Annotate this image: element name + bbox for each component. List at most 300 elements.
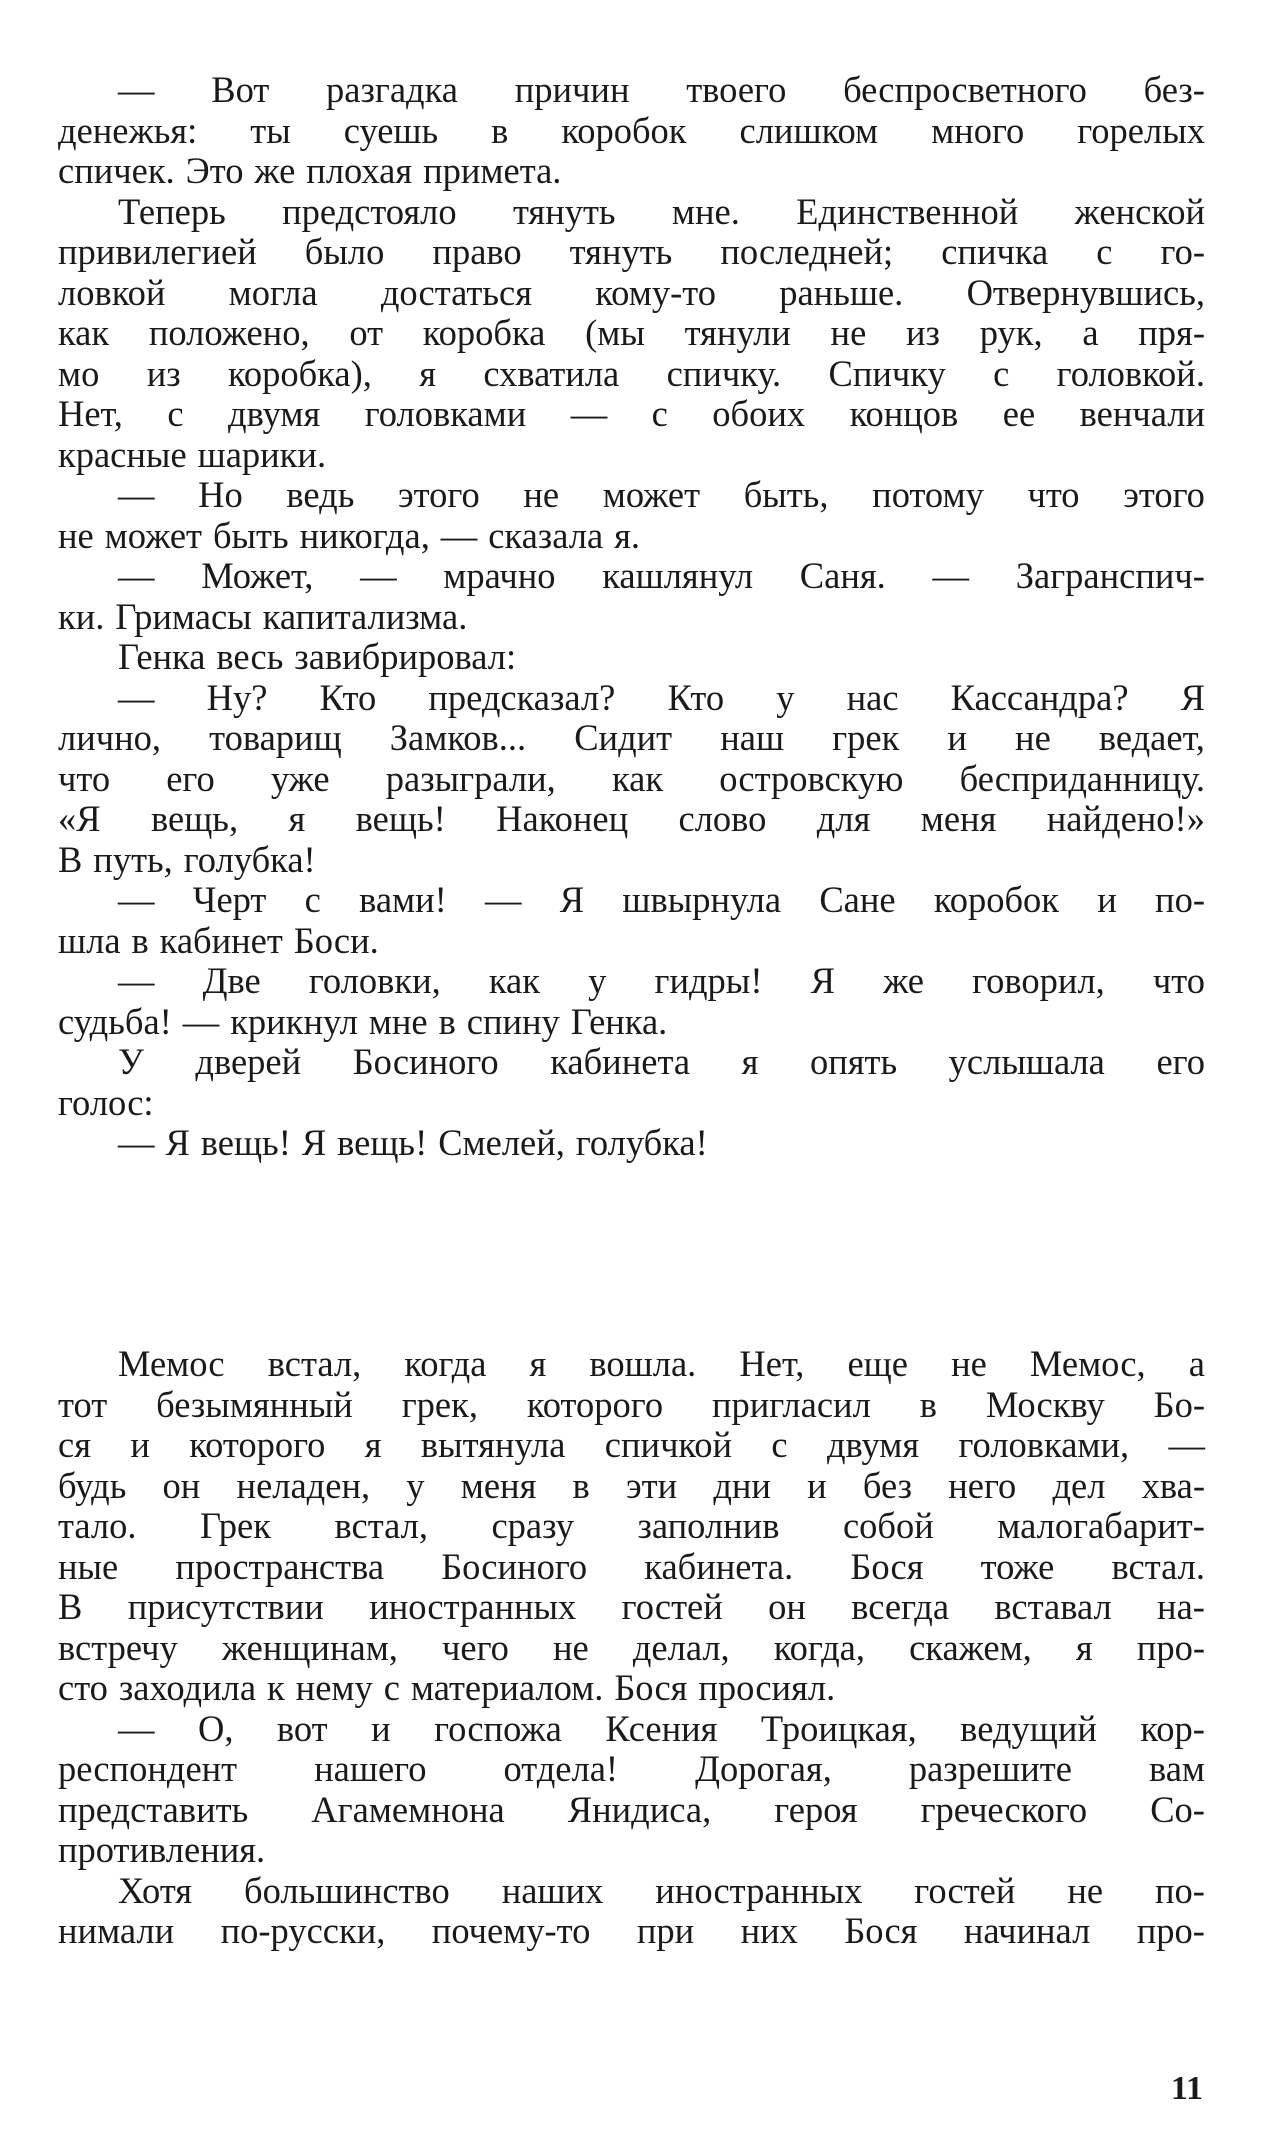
text-line [58,394,1205,435]
word: всегда [851,1586,950,1627]
word: вещь, [150,798,239,839]
word: спичек. [58,150,175,191]
word: героя [774,1788,858,1830]
word: гостей [914,1869,1016,1911]
word: двумя [826,1424,920,1465]
word: Я [810,960,835,1001]
word: плохая [306,150,413,191]
word: найдено!» [1046,798,1205,839]
word: путь, [93,838,173,880]
word: в [438,1000,456,1042]
text-line [58,1790,1205,1831]
word: Единственной [796,190,1019,232]
word: твоего [686,69,787,110]
word: по- [1155,879,1205,920]
word: было [304,231,385,272]
word: и [947,717,967,758]
word: может [602,474,701,515]
word: из [146,352,181,394]
word: Смелей, [438,1122,565,1163]
word: разгадка [326,69,459,110]
word: Кто [319,676,377,718]
word: коробка [422,312,546,353]
word: грек [832,717,900,758]
word: товарищ [209,717,342,758]
word: Саня. [799,555,886,596]
word: эти [625,1464,678,1506]
word: с [651,393,668,434]
word: Замков... [389,717,527,758]
word: Грек [200,1505,271,1546]
word: вещь! [337,1122,428,1163]
word: Я [165,1122,190,1163]
word: тало. [58,1505,137,1546]
text-line [58,111,1205,152]
word: последней; [720,231,894,272]
word: крикнул [230,1000,358,1042]
word: спину [466,1000,560,1042]
text-line [58,799,1205,840]
word: я [529,1343,547,1384]
word: Теперь [118,190,226,232]
word: — [440,514,478,556]
word: Дорогая, [695,1748,832,1789]
word: вами! [359,879,447,920]
text-line [58,759,1205,800]
word: что [1152,960,1205,1001]
word: нему [295,1667,373,1708]
word: — [182,1000,220,1042]
word: Янидиса, [567,1788,712,1830]
text-line [58,1466,1205,1507]
word: — [118,960,155,1001]
word: ведает, [1098,717,1205,758]
word: почему-то [431,1910,591,1951]
word: Сане [819,879,896,920]
word: Сидит [574,717,673,758]
page-number: 11 [1170,2070,1203,2107]
text-section-1 [58,70,1205,1164]
word: что [1027,474,1080,515]
word: когда, [773,1626,865,1668]
word: Нет, [58,393,123,434]
word: спичкой [604,1424,733,1465]
word: голубка! [183,838,316,880]
word: будь [58,1464,127,1506]
word: противления. [58,1829,266,1870]
word: могла [228,271,318,313]
word: Хотя [118,1869,193,1911]
word: к [267,1667,285,1708]
word: с [993,352,1010,394]
word: дел [1052,1464,1106,1506]
text-line [58,273,1205,314]
word: дни [713,1464,771,1506]
text-line [58,961,1205,1002]
word: предсказал? [428,676,616,718]
word: я [419,352,437,394]
text-line [58,678,1205,719]
word: когда [404,1343,487,1384]
word: этого [1123,474,1205,515]
text-line [58,1002,1205,1043]
word: ные [58,1545,119,1587]
word: кабинета [550,1041,691,1082]
word: судьба! [58,1000,172,1042]
word: Кассандра? [950,676,1129,718]
word: вот [276,1707,328,1749]
word: островскую [719,757,904,799]
word: суешь [343,109,439,151]
word: я [1075,1626,1093,1668]
word: разыграли, [385,757,556,799]
word: женщинам, [221,1626,398,1668]
word: Генка [118,636,206,677]
word: Две [202,960,261,1001]
word: Бо- [1153,1383,1205,1425]
word: голос: [58,1081,154,1123]
word: причин [514,69,630,110]
word: как [488,960,540,1001]
word: заполнив [637,1505,780,1546]
word: Москву [985,1383,1105,1425]
word: мне [368,1000,428,1042]
text-line [58,1830,1205,1871]
word: не [830,312,867,353]
word: не [523,474,560,515]
word: — [118,1122,155,1163]
word: неладен, [236,1464,371,1506]
word: право [432,231,522,272]
text-line [58,516,1205,557]
word: ведущий [960,1707,1097,1749]
word: — [360,555,397,596]
word: иностранных [369,1586,577,1627]
word: — [1168,1424,1205,1465]
word: большинство [244,1869,450,1911]
word: — [118,879,155,920]
word: для [816,798,871,839]
word: что [58,757,111,799]
word: его [166,757,215,799]
word: предстояло [282,190,457,232]
word: Со- [1150,1788,1205,1830]
word: ведь [286,474,355,515]
word: и [130,1424,150,1465]
word: нимали [58,1910,175,1951]
word: с [383,1667,400,1708]
word: спичку. [666,352,782,394]
word: Я [1180,676,1205,718]
word: венчали [1079,393,1205,434]
text-line [58,1506,1205,1547]
word: в [131,919,149,961]
word: весь [216,636,284,677]
text-line [58,70,1205,111]
word: материалом. [410,1667,604,1708]
word: Нет, [739,1343,805,1384]
word: про- [1136,1910,1205,1951]
word: встречу [58,1626,178,1668]
word: не [1015,717,1051,758]
word: мрачно [443,555,556,596]
word: беспросветного [843,69,1087,110]
word: никогда, [299,514,430,556]
word: — [932,555,969,596]
word: схватила [483,352,620,394]
text-line [58,637,1205,678]
text-line [58,1425,1205,1466]
word: ки. [58,595,105,637]
word: Ну? [206,676,268,718]
word: как [58,312,110,353]
word: еще [847,1343,908,1384]
word: меня [920,798,997,839]
word: рук, [979,312,1043,353]
word: Босиного [352,1041,499,1082]
word: Может, [201,555,314,596]
word: Я [559,879,585,920]
word: Гримасы [115,595,252,637]
word: а [1188,1343,1205,1384]
word: которого [526,1383,664,1425]
word: много [931,109,1025,151]
text-line [58,1547,1205,1588]
word: Агамемнона [311,1788,505,1830]
word: безымянный [156,1383,353,1425]
word: разрешите [908,1748,1072,1789]
word: кашлянул [602,555,754,596]
word: — [118,1707,155,1749]
word: Но [198,474,243,515]
word: просиял. [698,1667,836,1708]
word: заходила [118,1667,257,1708]
word: вставал [994,1586,1112,1627]
word: с [1096,231,1113,272]
word: нашего [314,1748,427,1789]
word: с [771,1424,788,1465]
word: тянуть [569,231,673,272]
word: В [58,1586,83,1627]
word: пригласил [711,1383,871,1425]
word: головками [364,393,527,434]
word: тянули [684,312,791,353]
word: про- [1136,1626,1205,1668]
word: тот [58,1383,108,1425]
word: без [862,1464,913,1506]
word: госпожа [434,1707,562,1749]
word: нас [846,676,899,718]
word: концов [849,393,959,434]
word: шла [58,919,121,961]
word: не [553,1626,589,1668]
word: горелых [1077,109,1205,151]
word: кабинет [159,919,283,961]
text-line [58,880,1205,921]
word: встал. [1111,1545,1205,1587]
word: капитализма. [262,595,468,637]
word: Вот [211,69,270,110]
word: же [883,960,925,1001]
word: дверей [195,1041,302,1082]
word: примета. [423,150,562,191]
word: вам [1148,1748,1205,1789]
text-line [58,921,1205,962]
text-line [58,1911,1205,1952]
word: Кто [667,676,725,718]
word: гостей [621,1586,723,1627]
text-line [58,556,1205,597]
text-line [58,475,1205,516]
word: Загранспич- [1015,555,1205,596]
word: услышала [948,1041,1105,1082]
word: я [364,1424,382,1465]
word: быть [212,514,289,556]
word: них [740,1910,798,1951]
word: на- [1157,1586,1205,1627]
word: делал, [632,1626,730,1668]
word: быть, [743,474,829,515]
word: Мемос, [1029,1343,1146,1384]
word: женской [1074,190,1205,232]
word: иностранных [655,1869,863,1911]
word: в [919,1383,937,1425]
word: ты [250,109,291,151]
word: с [304,879,321,920]
word: бесприданницу. [959,757,1205,799]
word: грек, [401,1383,478,1425]
word: я. [614,514,640,556]
word: Это [185,150,244,191]
word: без- [1143,69,1205,110]
word: Спичку [828,352,946,394]
text-line [58,1871,1205,1912]
word: у [406,1464,425,1506]
word: в [491,109,509,151]
text-line [58,151,1205,192]
word: у [776,676,795,718]
word: уже [270,757,330,799]
word: его [1156,1041,1205,1082]
word: достаться [380,271,532,313]
text-line [58,1749,1205,1790]
word: представить [58,1788,249,1830]
word: с [167,393,184,434]
word: В [58,838,83,880]
text-line [58,718,1205,759]
word: потому [872,474,984,515]
word: Наконец [496,798,629,839]
word: начинал [963,1910,1091,1951]
word: которого [189,1424,326,1465]
word: коробок [933,879,1060,920]
word: тянуть [512,190,616,232]
word: респондент [58,1748,238,1789]
word: кому-то [595,271,716,313]
word: не [1067,1869,1104,1911]
word: лично, [58,717,162,758]
word: сразу [491,1505,575,1546]
word: (мы [585,312,645,353]
word: по-русски, [220,1910,386,1951]
text-section-2 [58,1344,1205,1952]
word: меня [460,1464,537,1506]
word: — [485,879,522,920]
text-line [58,354,1205,395]
word: у [588,960,607,1001]
text-line [58,1709,1205,1750]
word: Черт [192,879,267,920]
word: Ксения [605,1707,718,1749]
text-line [58,597,1205,638]
word: присутствии [127,1586,324,1627]
word: ее [1002,393,1036,434]
word: слишком [739,109,879,151]
word: Троицкая, [760,1707,917,1749]
word: мне. [671,190,740,232]
word: обоих [712,393,806,434]
word: мо [58,352,100,394]
text-line [58,435,1205,476]
word: собой [842,1505,934,1546]
word: вещь! [355,798,446,839]
word: говорил, [972,960,1105,1001]
word: в [572,1464,590,1506]
word: при [636,1910,695,1951]
word: вытянула [420,1424,566,1465]
word: и [1097,879,1117,920]
word: головками, [958,1424,1130,1465]
word: сказала [488,514,604,556]
word: пря- [1138,312,1205,353]
word: «Я [58,798,101,839]
word: наших [501,1869,604,1911]
word: денежья: [58,109,198,151]
text-line [58,313,1205,354]
text-line [58,1587,1205,1628]
text-line [58,1123,1205,1164]
word: слово [678,798,767,839]
word: же [254,150,296,191]
word: спичка [941,231,1049,272]
word: гидры! [654,960,763,1001]
word: красные [58,433,187,475]
word: головки, [308,960,441,1001]
word: тоже [980,1545,1055,1587]
word: встал, [334,1505,428,1546]
word: ся [58,1424,91,1465]
word: кор- [1140,1707,1205,1749]
word: греческого [920,1788,1088,1830]
word: положено, [148,312,310,353]
text-line [58,232,1205,273]
word: малогабарит- [997,1505,1205,1546]
word: из [906,312,940,353]
word: я [288,798,306,839]
word: как [611,757,664,799]
word: головкой. [1056,352,1205,394]
word: не [58,514,94,556]
text-line [58,192,1205,233]
word: — [118,555,155,596]
word: Я [301,1122,327,1163]
word: сто [58,1667,108,1708]
word: Боси. [293,919,379,961]
text-line [58,1385,1205,1426]
text-line [58,1668,1205,1709]
word: может [104,514,202,556]
word: Мемос [118,1343,225,1384]
